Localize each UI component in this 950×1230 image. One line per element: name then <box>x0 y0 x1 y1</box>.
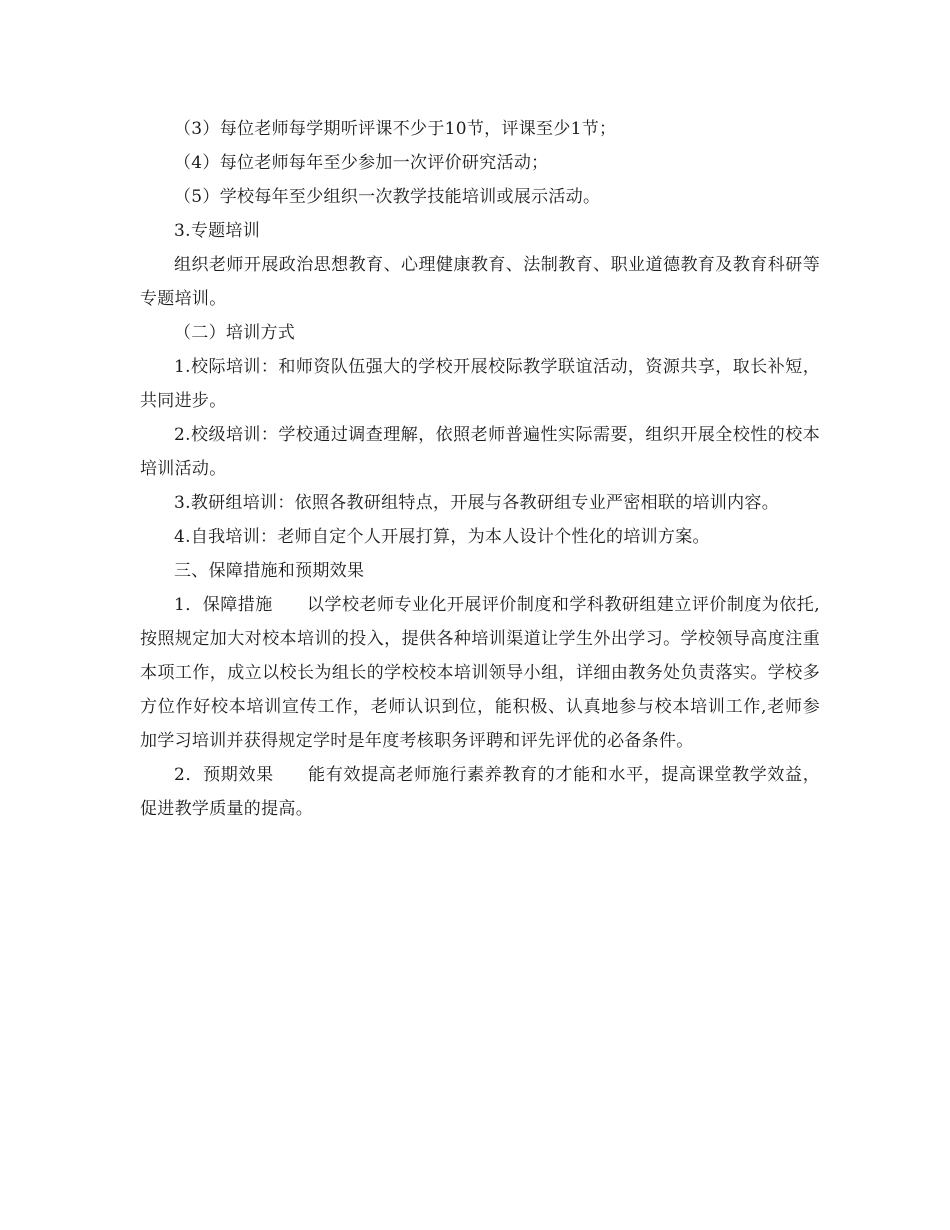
paragraph: 组织老师开展政治思想教育、心理健康教育、法制教育、职业道德教育及教育科研等专题培训。 <box>140 255 820 309</box>
measure-body: 以学校老师专业化开展评价制度和学科教研组建立评价制度为依托,按照规定加大对校本培训的投入，提供各种培训渠道让学生外出学习。学校领导高度注重本项工作，成立以校长为组长的学校校本培训领导小组，详细由教务处负责落实。学校多方位作好校本培训宣传工作，老师认识到位，能积极、认真地参与校本培训工作,老师参加学习培训并获得规定学时是年度考核职务评聘和评先评优的必备条件。 <box>140 595 820 751</box>
paragraph: 4.自我培训：老师自定个人开展打算，为本人设计个性化的培训方案。 <box>174 527 710 547</box>
paragraph: 3.教研组培训：依照各教研组特点，开展与各教研组专业严密相联的培训内容。 <box>174 493 780 513</box>
section-heading: 三、保障措施和预期效果 <box>174 561 365 581</box>
paragraph: 2.校级培训：学校通过调查理解，依照老师普遍性实际需要，组织开展全校性的校本培训活动。 <box>140 425 820 479</box>
measure-body: 能有效提高老师施行素养教育的才能和水平，提高课堂教学效益，促进教学质量的提高。 <box>140 765 820 819</box>
paragraph: （5）学校每年至少组织一次教学技能培训或展示活动。 <box>174 187 601 207</box>
measure-heading: 2．预期效果 <box>174 765 274 785</box>
paragraph: （3）每位老师每学期听评课不少于10节，评课至少1节； <box>174 119 617 139</box>
section-heading: （二）培训方式 <box>174 323 296 343</box>
section-heading: 3.专题培训 <box>174 221 261 241</box>
document-body <box>140 112 820 826</box>
measure-heading: 1．保障措施 <box>174 595 273 615</box>
measure-paragraph-2 <box>140 758 820 826</box>
paragraph: 1.校际培训：和师资队伍强大的学校开展校际教学联谊活动，资源共享，取长补短，共同进步。 <box>140 357 820 411</box>
paragraph: （4）每位老师每年至少参加一次评价研究活动； <box>174 153 549 173</box>
measure-paragraph-1 <box>140 588 820 758</box>
